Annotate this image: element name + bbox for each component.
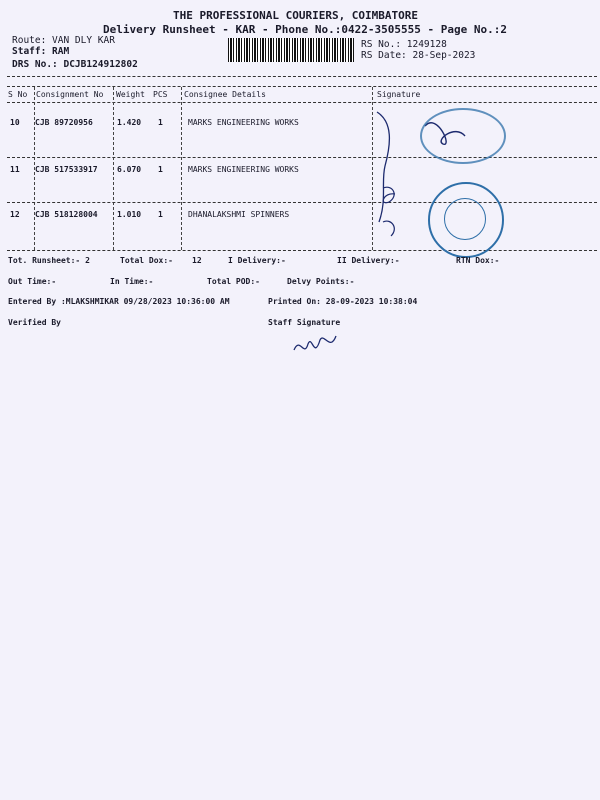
row-pcs: 1 [158,210,163,219]
divider [7,102,597,103]
row-consignment: CJB 89720956 [35,118,93,127]
col-header-sno: S No [8,90,28,99]
delvy-points: Delvy Points:- [287,277,355,286]
total-dox-label: Total Dox:- [120,256,173,265]
drs-number: DRS No.: DCJB124912802 [12,59,138,70]
rtn-dox: RTN Dox:- [456,256,500,265]
printed-on: Printed On: 28-09-2023 10:38:04 [268,297,418,306]
row-consignee: MARKS ENGINEERING WORKS [188,165,299,174]
in-time: In Time:- [110,277,154,286]
divider [7,86,597,87]
row-consignment: CJB 518128004 [35,210,98,219]
company-name: THE PROFESSIONAL COURIERS, COIMBATORE [173,9,419,22]
row-sno: 12 [10,210,20,219]
col-header-signature: Signature [377,90,421,99]
col-header-consignee: Consignee Details [184,90,266,99]
barcode [228,38,354,62]
col-header-pcs: PCS [153,90,168,99]
runsheet-subtitle: Delivery Runsheet - KAR - Phone No.:0422-3505555 - Page No.:2 [103,23,507,36]
staff-signature-mark [290,330,340,364]
col-header-weight: Weight [116,90,145,99]
rs-date: RS Date: 28-Sep-2023 [361,50,476,61]
ii-delivery: II Delivery:- [337,256,400,265]
total-pod: Total POD:- [207,277,260,286]
row-weight: 1.010 [117,210,142,219]
row-consignment: CJB 517533917 [35,165,98,174]
row-weight: 6.070 [117,165,142,174]
divider [7,76,597,77]
total-dox-value: 12 [192,256,202,265]
row-consignee: MARKS ENGINEERING WORKS [188,118,299,127]
row-pcs: 1 [158,165,163,174]
rs-number: RS No.: 1249128 [361,39,447,50]
staff-label: Staff: RAM [12,46,70,57]
col-header-consignment: Consignment No [36,90,104,99]
row-weight: 1.420 [117,118,142,127]
i-delivery: I Delivery:- [228,256,286,265]
row-consignee: DHANALAKSHMI SPINNERS [188,210,290,219]
delivery-stamp [420,108,506,164]
tot-runsheet: Tot. Runsheet:- 2 [8,256,90,265]
verified-by: Verified By [8,318,61,327]
staff-signature-label: Staff Signature [268,318,341,327]
route-label: Route: VAN DLY KAR [12,35,115,46]
out-time: Out Time:- [8,277,57,286]
col-divider [181,87,182,250]
col-divider [113,87,114,250]
row-sno: 11 [10,165,20,174]
row-pcs: 1 [158,118,163,127]
company-seal-inner [444,198,486,240]
row-sno: 10 [10,118,20,127]
entered-by: Entered By :MLAKSHMIKAR 09/28/2023 10:36:00 AM [8,297,230,306]
